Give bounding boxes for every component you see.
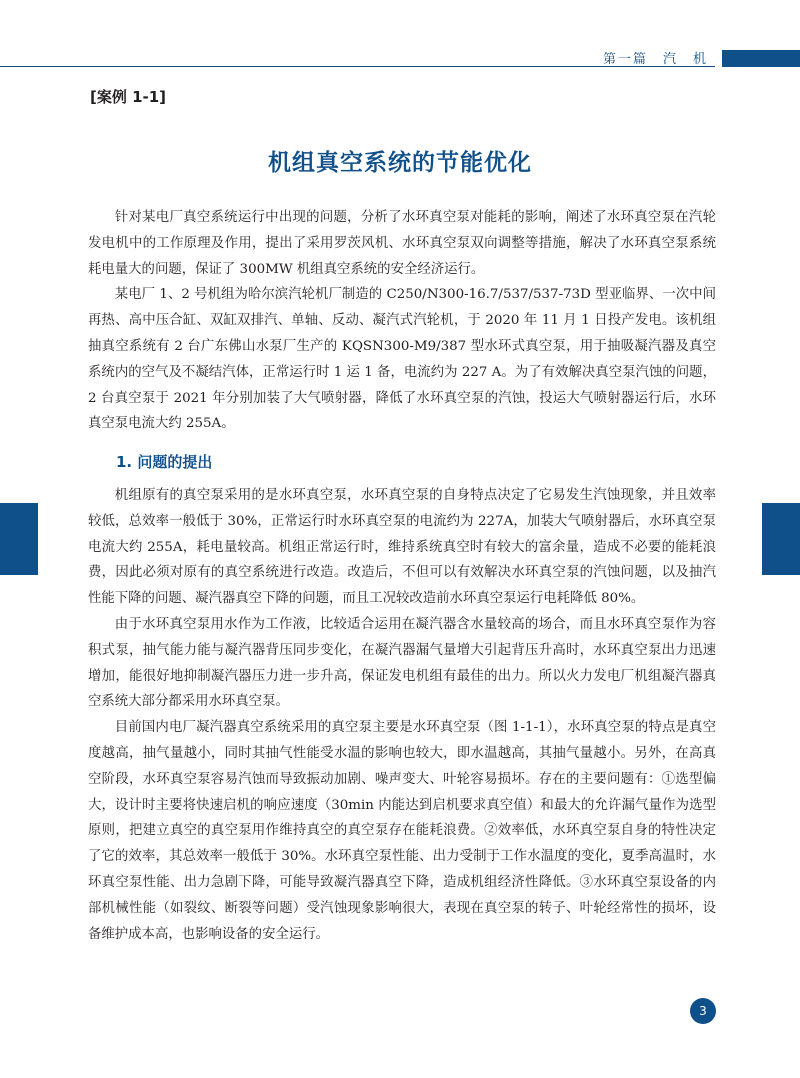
header-color-block bbox=[722, 50, 800, 67]
article-title: 机组真空系统的节能优化 bbox=[268, 150, 532, 176]
section-body bbox=[88, 483, 716, 947]
paragraph: 某电厂 1、2 号机组为哈尔滨汽轮机厂制造的 C250/N300-16.7/537/537-73D 型亚临界、一次中间再热、高中压合缸、双缸双排汽、单轴、反动、凝汽式汽轮机，于 2020 年 11 月 1 日投产发电。该机组抽真空系统有 2 台广东佛山水泵厂生产的 KQSN300-M9/387 型水环式真空泵，用于抽吸凝汽器及真空系统内的空气及不凝结汽体，正常运行时 1 运 1 备，电流约为 227 A。为了有效解决真空泵汽蚀的问题，2 台真空泵于 2021 年分别加装了大气喷射器，降低了水环真空泵的汽蚀，投运大气喷射器运行后，水环真空泵电流大约 255A。 bbox=[88, 287, 716, 432]
paragraph: 机组原有的真空泵采用的是水环真空泵，水环真空泵的自身特点决定了它易发生汽蚀现象，并且效率较低，总效率一般低于 30%，正常运行时水环真空泵的电流约为 227A，加装大气喷射器后，水环真空泵电流大约 255A，耗电量较高。机组正常运行时，维持系统真空时有较大的富余量，造成不必要的能耗浪费，因此必须对原有的真空系统进行改造。改造后，不但可以有效解决水环真空泵的汽蚀问题，以及抽汽性能下降的问题、凝汽器真空下降的问题，而且工况较改造前水环真空泵运行电耗降低 80%。 bbox=[88, 488, 716, 607]
left-edge-tab bbox=[0, 503, 38, 575]
running-header bbox=[0, 48, 800, 68]
paragraph: 针对某电厂真空系统运行中出现的问题，分析了水环真空泵对能耗的影响，阐述了水环真空泵在汽轮发电机中的工作原理及作用，提出了采用罗茨风机、水环真空泵双向调整等措施，解决了水环真空泵系统耗电量大的问题，保证了 300MW 机组真空系统的安全经济运行。 bbox=[88, 210, 716, 277]
chapter-title: 第一篇 汽 机 bbox=[602, 52, 708, 67]
paragraph: 由于水环真空泵用水作为工作液，比较适合运用在凝汽器含水量较高的场合，而且水环真空泵作为容积式泵，抽气能力能与凝汽器背压同步变化，在凝汽器漏气量增大引起背压升高时，水环真空泵出力迅速增加，能很好地抑制凝汽器压力进一步升高，保证发电机组有最佳的出力。所以火力发电厂机组凝汽器真空系统大部分都采用水环真空泵。 bbox=[88, 616, 716, 710]
case-label: [案例 1-1] bbox=[90, 88, 167, 106]
page-number: 3 bbox=[690, 998, 716, 1024]
section-heading: 1. 问题的提出 bbox=[116, 453, 213, 471]
intro-section bbox=[88, 205, 716, 437]
right-edge-tab bbox=[762, 503, 800, 575]
paragraph: 目前国内电厂凝汽器真空系统采用的真空泵主要是水环真空泵（图 1-1-1），水环真空泵的特点是真空度越高，抽气量越小，同时其抽气性能受水温的影响也较大，即水温越高，其抽气量越小。另外，在高真空阶段，水环真空泵容易汽蚀而导致振动加剧、噪声变大、叶轮容易损坏。存在的主要问题有：①选型偏大，设计时主要将快速启机的响应速度（30min 内能达到启机要求真空值）和最大的允许漏气量作为选型原则，把建立真空的真空泵用作维持真空的真空泵存在能耗浪费。②效率低，水环真空泵自身的特性决定了它的效率，其总效率一般低于 30%。水环真空泵性能、出力受制于工作水温度的变化，夏季高温时，水环真空泵性能、出力急剧下降，可能导致凝汽器真空下降，造成机组经济性降低。③水环真空泵设备的内部机械性能（如裂纹、断裂等问题）受汽蚀现象影响很大，表现在真空泵的转子、叶轮经常性的损坏，设备维护成本高，也影响设备的安全运行。 bbox=[88, 720, 716, 942]
